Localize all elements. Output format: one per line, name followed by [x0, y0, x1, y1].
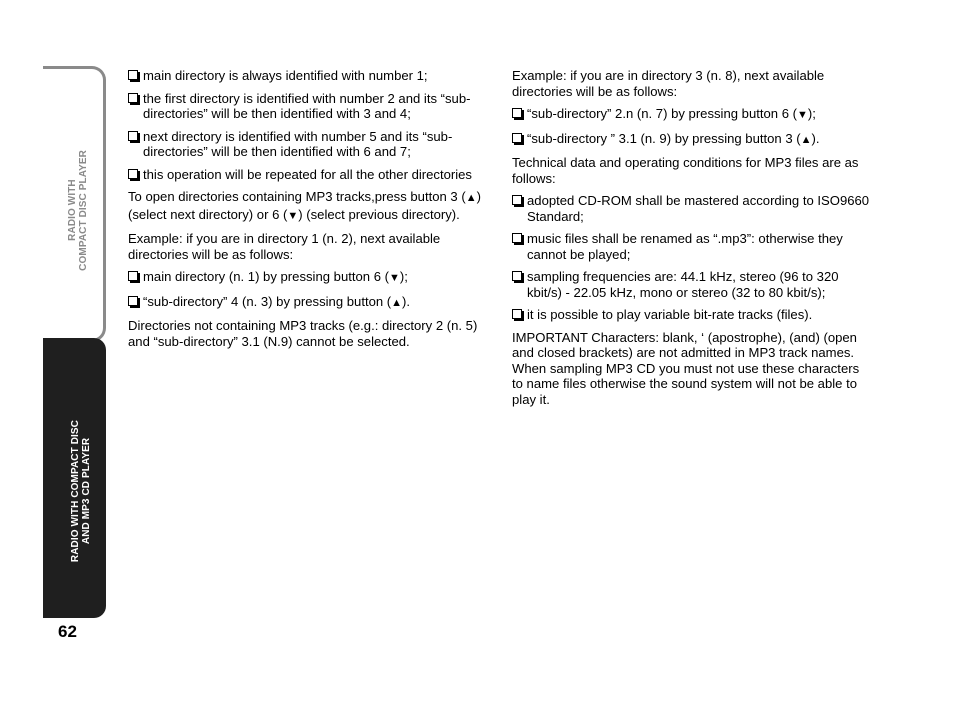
paragraph-important-characters: IMPORTANT Characters: blank, ‘ (apostrophe), (and) (open and closed brackets) are not admitted in MP3 track names. When sampling MP3 CD you must not use these characters to name files otherwise the sound system will not be able to play it.: [512, 329, 860, 407]
list-item: music files shall be renamed as “.mp3”: otherwise they cannot be played;: [512, 231, 872, 262]
checkbox-bullet-icon: [128, 70, 138, 80]
paragraph-example-directory-3: Example: if you are in directory 3 (n. 8), next available directories will be as follows:: [512, 68, 825, 99]
checkbox-bullet-icon: [512, 233, 522, 243]
paragraph-unselectable-directories: Directories not containing MP3 tracks (e.g.: directory 2 (n. 5) and “sub-directory” 3.1 (N.9) cannot be selected.: [128, 318, 478, 349]
checkbox-bullet-icon: [512, 195, 522, 205]
list-item: adopted CD-ROM shall be mastered according to ISO9660 Standard;: [512, 193, 872, 224]
list-item: “sub-directory” 4 (n. 3) by pressing button (▲).: [128, 294, 488, 312]
right-column: [512, 68, 872, 414]
section-tab-radio-cd-label: RADIO WITH COMPACT DISC PLAYER: [67, 150, 89, 271]
down-arrow-icon: ▼: [287, 209, 299, 222]
left-column: [128, 68, 488, 356]
checkbox-bullet-icon: [512, 108, 522, 118]
checkbox-bullet-icon: [128, 296, 138, 306]
checkbox-bullet-icon: [128, 131, 138, 141]
list-item: next directory is identified with number 5 and its “sub-directories” will be then identified with 6 and 7;: [128, 129, 488, 160]
list-item: the first directory is identified with number 2 and its “sub-directories” will be then identified with 3 and 4;: [128, 91, 488, 122]
paragraph-open-directories: To open directories containing MP3 tracks,press button 3 (▲) (select next directory) or 6 (▼) (select previous directory).: [128, 189, 481, 222]
up-arrow-icon: ▲: [465, 192, 477, 204]
checkbox-bullet-icon: [512, 309, 522, 319]
list-item: it is possible to play variable bit-rate tracks (files).: [512, 307, 872, 323]
down-arrow-icon: ▼: [797, 109, 808, 121]
section-tab-radio-mp3-label: RADIO WITH COMPACT DISC AND MP3 CD PLAYER: [70, 420, 92, 563]
list-item: main directory (n. 1) by pressing button 6 (▼);: [128, 269, 488, 287]
list-item: “sub-directory” 2.n (n. 7) by pressing button 6 (▼);: [512, 106, 872, 124]
page-number: 62: [58, 622, 77, 641]
down-arrow-icon: ▼: [388, 272, 400, 284]
list-item: sampling frequencies are: 44.1 kHz, stereo (96 to 320 kbit/s) - 22.05 kHz, mono or stereo (32 to 80 kbit/s);: [512, 269, 872, 300]
up-arrow-icon: ▲: [391, 296, 403, 309]
up-arrow-icon: ▲: [800, 133, 812, 146]
checkbox-bullet-icon: [512, 271, 522, 281]
list-item: this operation will be repeated for all the other directories: [128, 167, 488, 183]
checkbox-bullet-icon: [512, 133, 522, 143]
paragraph-example-directory-1: Example: if you are in directory 1 (n. 2), next available directories will be as follows:: [128, 231, 441, 262]
checkbox-bullet-icon: [128, 93, 138, 103]
checkbox-bullet-icon: [128, 169, 138, 179]
paragraph-technical-data: Technical data and operating conditions for MP3 files are as follows:: [512, 155, 859, 186]
checkbox-bullet-icon: [128, 271, 138, 281]
list-item: “sub-directory ” 3.1 (n. 9) by pressing button 3 (▲).: [512, 131, 872, 149]
list-item: main directory is always identified with number 1;: [128, 68, 488, 84]
